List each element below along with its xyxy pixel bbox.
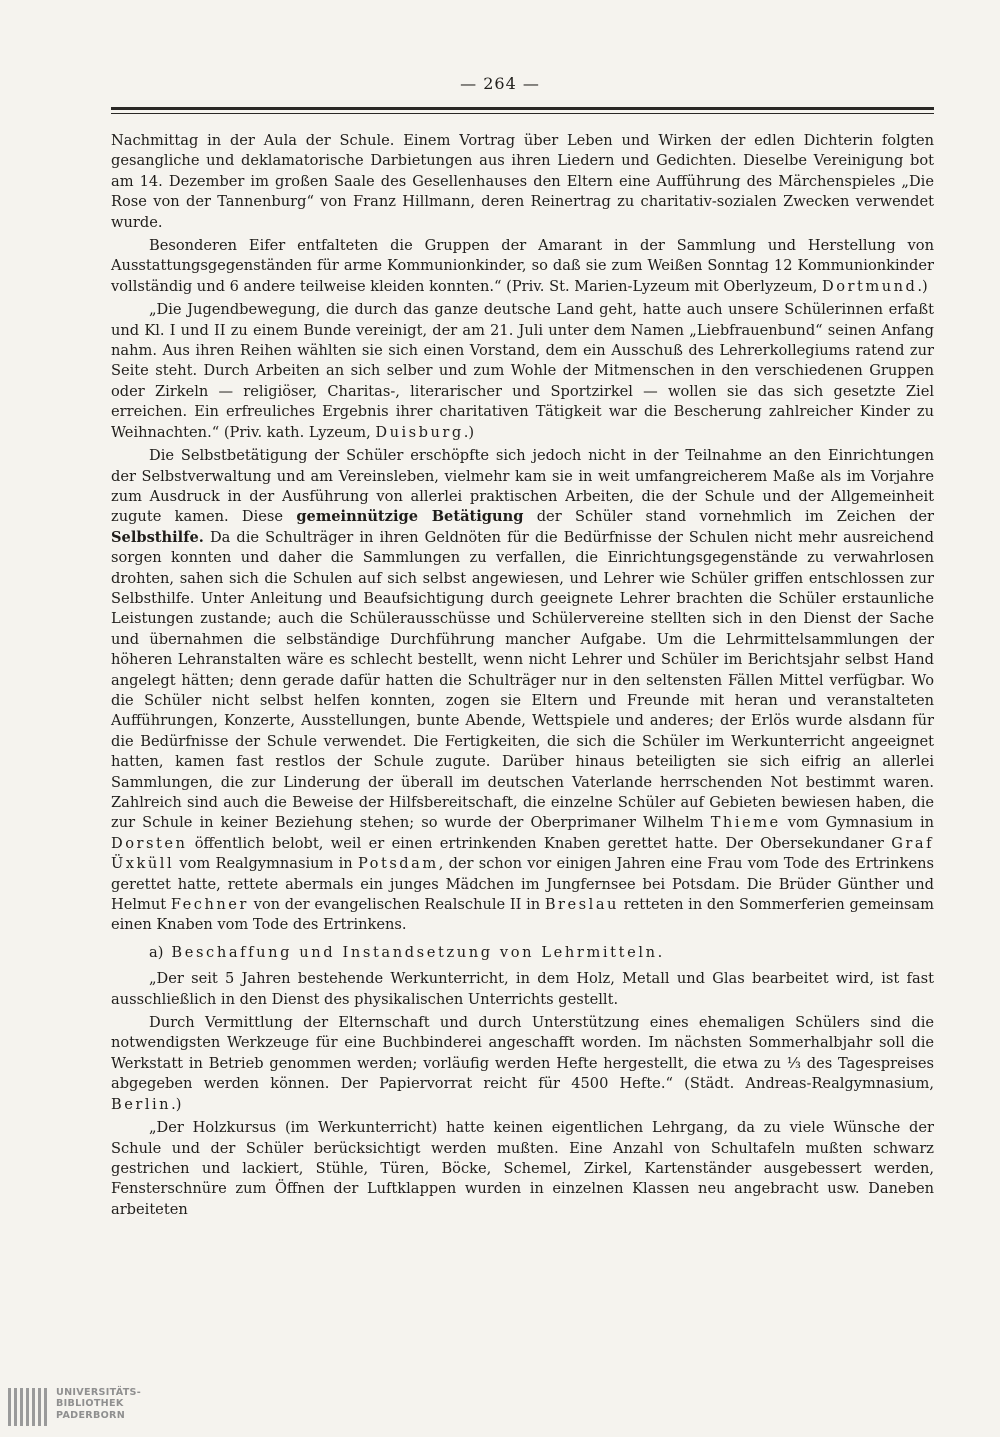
paragraph-1: Nachmittag in der Aula der Schule. Einem Vortrag über Leben und Wirken der edlen Dichterin folgten gesangliche und deklamatorische Darbietungen aus ihren Liedern und Gedichten. Dieselbe Vereinigung bot am 14. Dezember im großen Saale des Gesellenhauses den Eltern eine Aufführung des Märchenspieles „Die Rose von der Tannenburg“ von Franz Hillmann, deren Reinertrag zu charitativ-sozialen Zwecken verwendet wurde. [111,132,934,231]
library-logo [8,1386,168,1430]
body-text [111,131,934,1223]
bold-term: Selbsthilfe. [111,528,204,546]
section-heading-title: Beschaffung und Instandsetzung von Lehrmitteln. [171,943,665,961]
paragraph-5: „Der seit 5 Jahren bestehende Werkunterricht, in dem Holz, Metall und Glas bearbeitet wird, ist fast ausschließlich in den Dienst des physikalischen Unterrichts gestellt. [111,970,934,1008]
place-name: Duisburg [375,423,464,441]
paragraph-3: „Die Jugendbewegung, die durch das ganze deutsche Land geht, hatte auch unsere Schülerinnen erfaßt und Kl. I und II zu einem Bunde vereinigt, der am 21. Juli unter dem Namen „Liebfrauenbund“ seinen Anfang nahm. Aus ihren Reihen wählten sie sich einen Vorstand, dem ein Ausschuß des Lehrerkollegiums ratend zur Seite steht. Durch Arbeiten an sich selber und zum Wohle der Mitmenschen in den verschiedenen Gruppen oder Zirkeln — religiöser, Charitas-, literarischer und Sportzirkel — wollen sie das sich gesetzte Ziel erreichen. Ein erfreuliches Ergebnis ihrer charitativen Tätigkeit war die Bescherung zahlreicher Kinder zu Weihnachten.“ (Priv. kath. Lyzeum, Duisburg.) [111,301,934,441]
header-rule-thick [111,107,934,110]
place-name: Breslau [544,896,619,914]
bold-term: gemeinnützige Betätigung [296,508,524,526]
paragraph-7: „Der Holzkursus (im Werkunterricht) hatte keinen eigentlichen Lehrgang, da zu viele Wünsche der Schule und der Schüler berücksichtigt werden mußten. Eine Anzahl von Schultafeln mußten schwarz gestrichen und lackiert, Stühle, Türen, Böcke, Schemel, Zirkel, Kartenständer ausgebessert werden, Fensterschnüre zum Öffnen der Luftklappen wurden in einzelnen Klassen neu angebracht usw. Daneben arbeiteten [111,1119,934,1218]
header-rule-thin [111,113,934,114]
page-number: — 264 — [460,74,540,93]
library-logo-text: UNIVERSITÄTS- BIBLIOTHEK PADERBORN [56,1387,142,1421]
section-heading-prefix: a) [149,943,164,961]
section-heading [149,943,934,963]
paragraph-4: Die Selbstbetätigung der Schüler erschöpfte sich jedoch nicht in der Teilnahme an den Einrichtungen der Selbstverwaltung und am Vereinsleben, vielmehr kam sie in weit umfangreicherem Maße als im Vorjahre zum Ausdruck in der Ausführung von allerlei praktischen Arbeiten, die der Schule und der Allgemeinheit zugute kamen. Diese gemeinnützige Betätigung der Schüler stand vornehmlich im Zeichen der Selbsthilfe. Da die Schulträger in ihren Geldnöten für die Bedürfnisse der Schulen nicht mehr ausreichend sorgen konnten und daher die Sammlungen zu verfallen, die Einrichtungsgegenstände zu verwahrlosen drohten, sahen sich die Schulen auf sich selbst angewiesen, und Lehrer wie Schüler griffen entschlossen zur Selbsthilfe. Unter Anleitung und Beaufsichtigung durch geeignete Lehrer brachten die Schüler erstaunliche Leistungen zustande; auch die Schülerausschüsse und Schülervereine stellten sich in den Dienst der Sache und übernahmen die selbständige Durchführung mancher Aufgabe. Um die Lehrmittelsammlungen der höheren Lehranstalten wäre es schlecht bestellt, wenn nicht Lehrer und Schüler im Berichtsjahr selbst Hand angelegt hätten; denn gerade dafür hatten die Schulträger nur in den seltensten Fällen Mittel verfügbar. Wo die Schüler nicht selbst helfen konnten, zogen sie Eltern und Freunde mit heran und veranstalteten Aufführungen, Konzerte, Ausstellungen, bunte Abende, Wettspiele und anderes; der Erlös wurde alsdann für die Bedürfnisse der Schule verwendet. Die Fertigkeiten, die sich die Schüler im Werkunterricht angeeignet hatten, kamen fast restlos der Schule zugute. Darüber hinaus beteiligten sie sich eifrig an allerlei Sammlungen, die zur Linderung der überall im deutschen Vaterlande herrschenden Not bestimmt waren. Zahlreich sind auch die Beweise der Hilfsbereitschaft, die einzelne Schüler auf Gebieten bewiesen haben, die zur Schule in keiner Beziehung stehen; so wurde der Oberprimaner Wilhelm Thieme vom Gymnasium in Dorsten öffentlich belobt, weil er einen ertrinkenden Knaben gerettet hatte. Der Obersekundaner Graf Üxküll vom Realgymnasium in Potsdam, der schon vor einigen Jahren eine Frau vom Tode des Ertrinkens gerettet hatte, rettete abermals ein junges Mädchen im Jungfernsee bei Potsdam. Die Brüder Günther und Helmut Fechner von der evangelischen Realschule II in Breslau retteten in den Sommerferien gemeinsam einen Knaben vom Tode des Ertrinkens. [111,447,935,934]
place-name: Potsdam [357,855,439,873]
person-name: Graf Üxküll [111,834,934,873]
person-name: Fechner [170,896,249,914]
paragraph-6: Durch Vermittlung der Elternschaft und durch Unterstützung eines ehemaligen Schülers sind die notwendigsten Werkzeuge für eine Buchbinderei angeschafft worden. Im nächsten Sommerhalbjahr soll die Werkstatt in Betrieb genommen werden; vorläufig werden Hefte hergestellt, die etwa zu ⅓ des Tagespreises abgegeben werden können. Der Papiervorrat reicht für 4500 Hefte.“ (Städt. Andreas-Realgymnasium, Berlin.) [111,1014,934,1113]
library-logo-icon [8,1388,50,1426]
place-name: Dortmund [822,277,918,295]
person-name: Thieme [710,814,781,832]
paragraph-2: Besonderen Eifer entfalteten die Gruppen der Amarant in der Sammlung und Herstellung von Ausstattungsgegenständen für arme Kommunionkinder, so daß sie zum Weißen Sonntag 12 Kommunionkinder vollständig und 6 andere teilweise kleiden konnten.“ (Priv. St. Marien-Lyzeum mit Oberlyzeum, Dortmund.) [111,237,934,295]
place-name: Dorsten [111,834,188,852]
place-name: Berlin [111,1095,172,1113]
